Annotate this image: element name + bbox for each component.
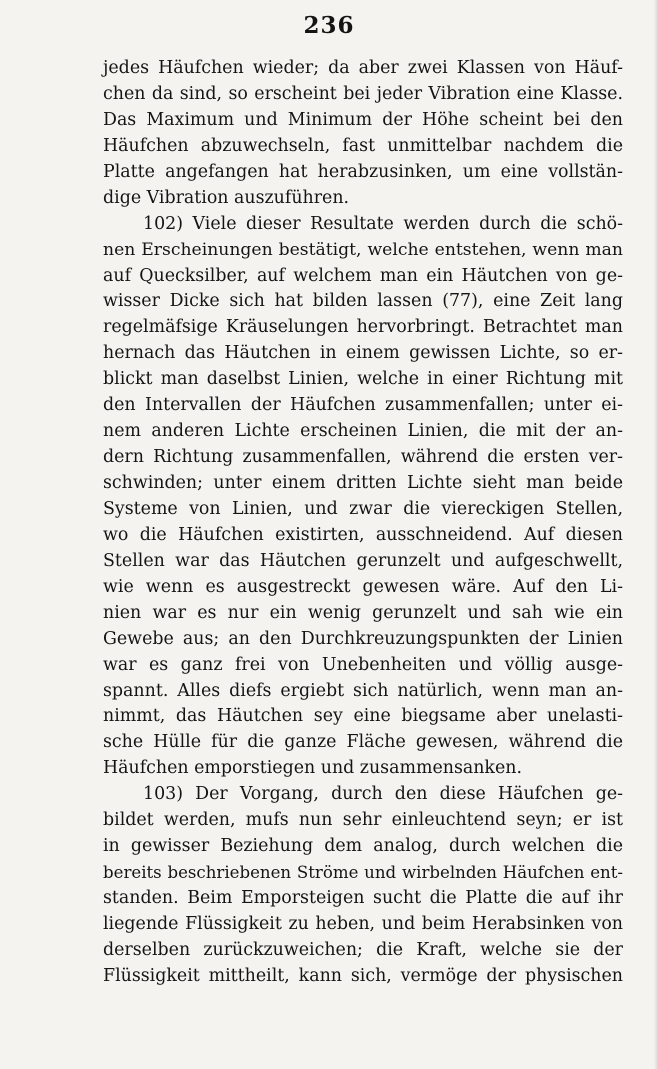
text-line: hernach das Häutchen in einem gewissen Lichte, so er- xyxy=(103,343,623,364)
text-line: wo die Häufchen existirten, ausschneidend. Auf diesen xyxy=(103,524,623,545)
text-line: in gewisser Beziehung dem analog, durch welchen die xyxy=(103,836,623,857)
text-line: nimmt, das Häutchen sey eine biegsame aber unelasti- xyxy=(103,706,623,727)
text-line: standen. Beim Emporsteigen sucht die Platte die auf ihr xyxy=(103,888,623,908)
text-line: Häufchen abzuwechseln, fast unmittelbar nachdem die xyxy=(103,135,623,156)
text-line: blickt man daselbst Linien, welche in einer Richtung mit xyxy=(103,369,623,390)
text-line: jedes Häufchen wieder; da aber zwei Klassen von Häuf- xyxy=(103,58,623,78)
text-line: dige Vibration auszuführen. xyxy=(103,187,350,208)
text-line: nem anderen Lichte erscheinen Linien, die mit der an- xyxy=(103,421,623,442)
text-line: 102) Viele dieser Resultate werden durch die schö- xyxy=(143,213,623,234)
text-line: spannt. Alles diefs ergiebt sich natürlich, wenn man an- xyxy=(103,680,623,701)
text-line: wisser Dicke sich hat bilden lassen (77), eine Zeit lang xyxy=(103,291,623,312)
text-line: war es ganz frei von Unebenheiten und völlig ausge- xyxy=(103,654,623,675)
text-line: regelmäfsige Kräuselungen hervorbringt. Betrachtet man xyxy=(103,317,623,338)
text-line: Platte angefangen hat herabzusinken, um eine vollstän- xyxy=(103,161,623,182)
text-line: sche Hülle für die ganze Fläche gewesen, während die xyxy=(103,732,623,753)
text-line: bildet werden, mufs nun sehr einleuchtend seyn; er ist xyxy=(103,810,623,831)
page-edge-shadow xyxy=(654,0,658,1069)
text-line: auf Quecksilber, auf welchem man ein Häutchen von ge- xyxy=(103,265,623,286)
text-line: Häufchen emporstiegen und zusammensanken. xyxy=(103,758,522,779)
text-line: schwinden; unter einem dritten Lichte sieht man beide xyxy=(103,473,623,493)
text-line: Systeme von Linien, und zwar die viereckigen Stellen, xyxy=(103,498,623,519)
text-line: Das Maximum und Minimum der Höhe scheint bei den xyxy=(103,109,623,130)
text-line: Gewebe aus; an den Durchkreuzungspunkten der Linien xyxy=(103,628,623,649)
text-line: liegende Flüssigkeit zu heben, und beim Herabsinken von xyxy=(103,913,623,934)
text-line: wie wenn es ausgestreckt gewesen wäre. Auf den Li- xyxy=(103,576,623,597)
body-text xyxy=(103,56,623,990)
text-line: 103) Der Vorgang, durch den diese Häufchen ge- xyxy=(143,784,623,805)
page-number: 236 xyxy=(303,12,355,39)
text-line: Stellen war das Häutchen gerunzelt und aufgeschwellt, xyxy=(103,550,623,571)
text-line: den Intervallen der Häufchen zusammenfallen; unter ei- xyxy=(103,395,623,416)
text-line: dern Richtung zusammenfallen, während die ersten ver- xyxy=(103,447,623,468)
text-line: derselben zurückzuweichen; die Kraft, welche sie der xyxy=(103,939,623,960)
text-line: chen da sind, so erscheint bei jeder Vibration eine Klasse. xyxy=(103,83,623,104)
text-line: bereits beschriebenen Ströme und wirbelnden Häufchen ent- xyxy=(103,863,623,883)
text-line: Flüssigkeit mittheilt, kann sich, vermöge der physischen xyxy=(103,965,623,986)
text-line: nen Erscheinungen bestätigt, welche entstehen, wenn man xyxy=(103,239,623,260)
text-line: nien war es nur ein wenig gerunzelt und sah wie ein xyxy=(103,602,623,623)
